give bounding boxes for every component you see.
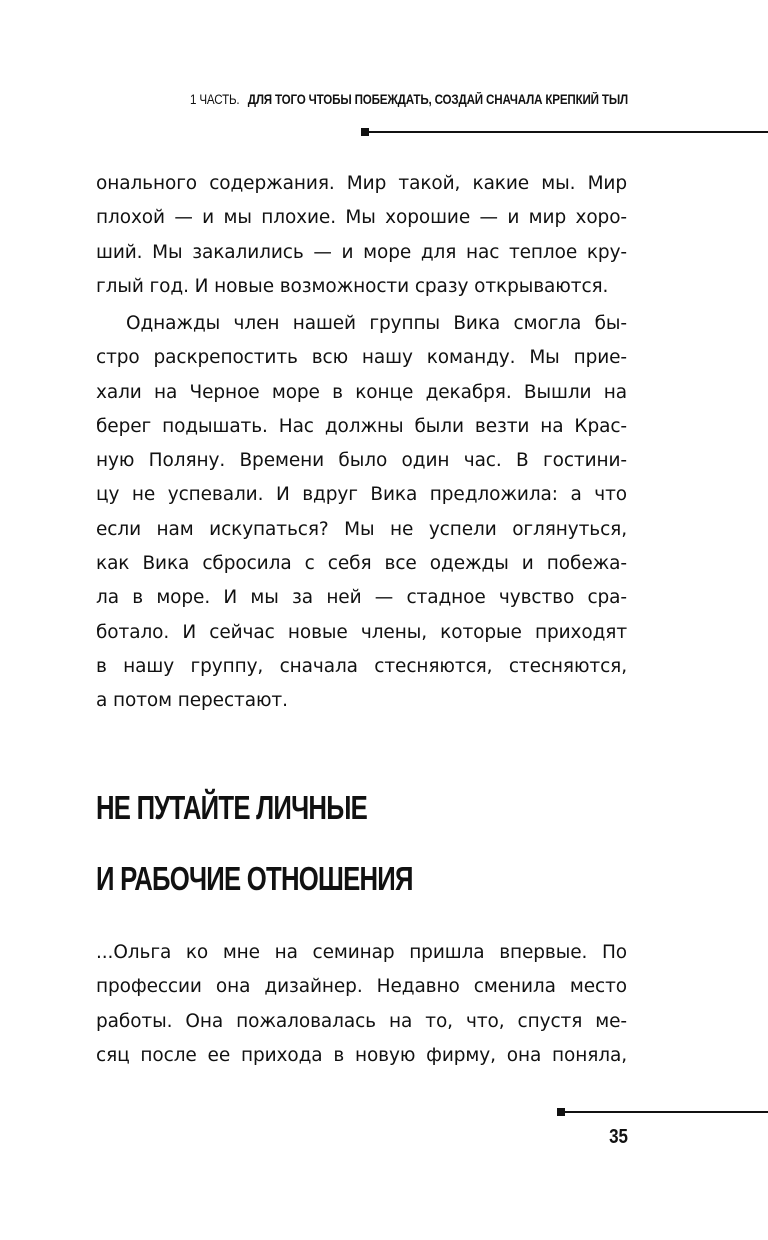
paragraph-vika-story	[96, 307, 627, 719]
text-line: берег подышать. Нас должны были везти на Крас-	[96, 415, 627, 437]
text-line: плохой — и мы плохие. Мы хорошие — и мир хоро-	[96, 207, 627, 229]
text-line: ший. Мы закалились — и море для нас теплое кру-	[96, 241, 627, 263]
footer-rule	[560, 1111, 768, 1113]
text-line: в нашу группу, сначала стесняются, стесняются,	[96, 655, 627, 677]
footer-rule-marker	[557, 1108, 565, 1116]
text-line: ботало. И сейчас новые члены, которые приходят	[96, 621, 627, 643]
text-line: как Вика сбросила с себя все одежды и побежа-	[96, 553, 627, 575]
text-line: если нам искупаться? Мы не успели оглянуться,	[96, 518, 627, 540]
text-line: цу не успевали. И вдруг Вика предложила: а что	[96, 484, 627, 506]
text-line: ную Поляну. Времени было один час. В гостини-	[96, 450, 627, 472]
text-line: Однажды член нашей группы Вика смогла бы-	[126, 313, 627, 334]
text-line: ла в море. И мы за ней — стадное чувство сра-	[96, 587, 627, 609]
section-heading-line-2: И РАБОЧИЕ ОТНОШЕНИЯ	[96, 860, 413, 897]
text-line: а потом перестают.	[96, 690, 288, 712]
text-line: онального содержания. Мир такой, какие мы. Мир	[96, 173, 627, 194]
paragraph-olga-story	[96, 936, 627, 1073]
text-line: хали на Черное море в конце декабря. Вышли на	[96, 381, 627, 403]
text-line: сяц после ее прихода в новую фирму, она поняла,	[96, 1044, 627, 1066]
page-number: 35	[609, 1126, 628, 1148]
paragraph-continuation	[96, 167, 627, 304]
text-line: стро раскрепостить всю нашу команду. Мы прие-	[96, 347, 627, 369]
section-heading-line-1: НЕ ПУТАЙТЕ ЛИЧНЫЕ	[96, 789, 368, 826]
text-line: ...Ольга ко мне на семинар пришла впервые. По	[96, 942, 627, 963]
running-head-chapter-title: ДЛЯ ТОГО ЧТОБЫ ПОБЕЖДАТЬ, СОЗДАЙ СНАЧАЛА КРЕПКИЙ ТЫЛ	[247, 92, 628, 107]
header-rule	[364, 131, 768, 133]
text-line: глый год. И новые возможности сразу открываются.	[96, 275, 609, 297]
header-rule-marker	[361, 128, 369, 136]
text-line: профессии она дизайнер. Недавно сменила место	[96, 976, 627, 998]
running-head-part: 1 ЧАСТЬ.	[190, 92, 240, 107]
running-head	[174, 92, 628, 107]
text-line: работы. Она пожаловалась на то, что, спустя ме-	[96, 1010, 627, 1032]
